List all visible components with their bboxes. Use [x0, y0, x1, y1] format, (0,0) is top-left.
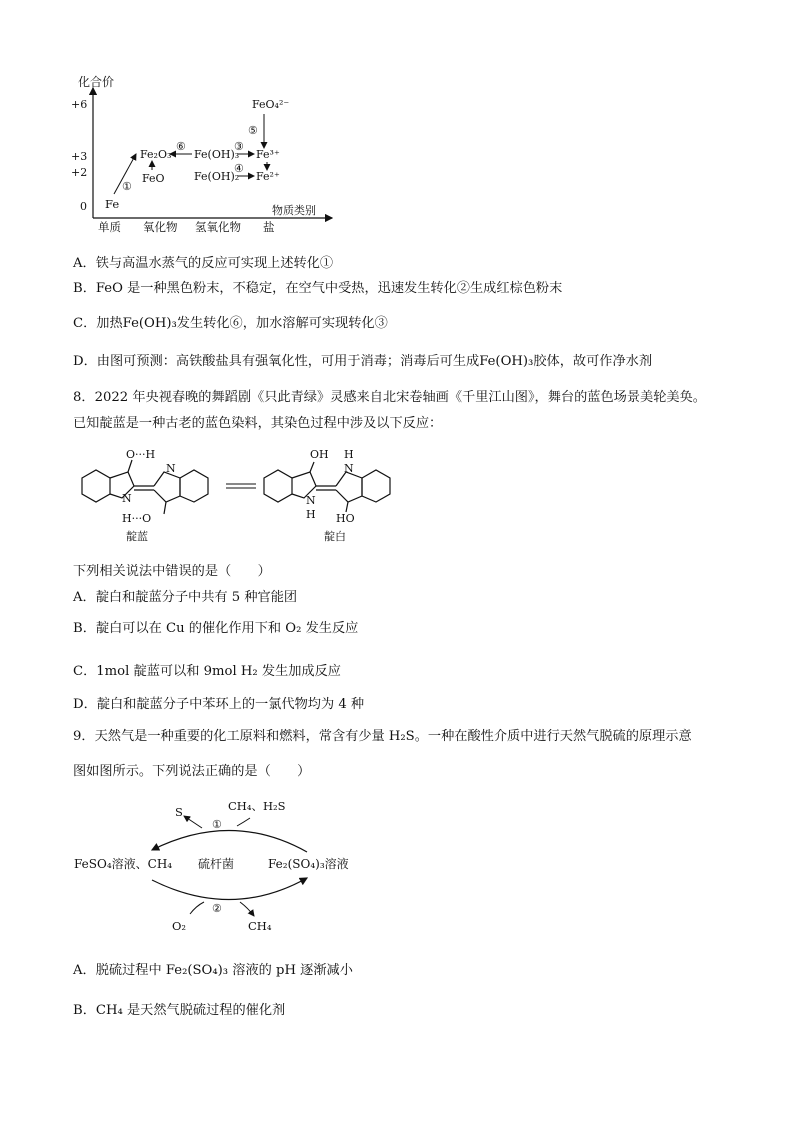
q7-option-c: C．加热Fe(OH)₃发生转化⑥，加水溶解可实现转化③: [73, 316, 388, 331]
species-fe2: Fe²⁺: [256, 170, 280, 183]
label-step4: ④: [234, 162, 244, 175]
leucoindigo-molecule: [264, 462, 390, 512]
q7-option-a: A．铁与高温水蒸气的反应可实现上述转化①: [73, 256, 334, 271]
species-feoh3: Fe(OH)₃: [194, 148, 240, 161]
label-step1: ①: [122, 180, 132, 193]
cycle-left: FeSO₄溶液、CH₄: [74, 857, 173, 871]
svg-text:H: H: [306, 508, 316, 521]
arc-step2: [152, 878, 307, 900]
q7-option-b: B．FeO 是一种黑色粉末，不稳定，在空气中受热，迅速发生转化②生成红棕色粉末: [73, 281, 563, 296]
cycle-center: 硫杆菌: [198, 857, 235, 871]
indigo-structures: [74, 440, 414, 545]
ytick-6: +6: [71, 98, 88, 111]
q9-stem-line1: 9．天然气是一种重要的化工原料和燃料，常含有少量 H₂S。一种在酸性介质中进行天然气脱硫的原理示意: [73, 729, 692, 744]
label-step5: ⑤: [248, 124, 258, 137]
desulfurization-cycle-diagram: [72, 790, 372, 940]
q9-option-b: B．CH₄ 是天然气脱硫过程的催化剂: [73, 1003, 286, 1018]
xcat-salt: 盐: [263, 220, 275, 234]
q8-stem-line2: 已知靛蓝是一种古老的蓝色染料，其染色过程中涉及以下反应：: [73, 416, 443, 431]
label-step6: ⑥: [176, 140, 186, 153]
species-feo4: FeO₄²⁻: [252, 98, 290, 111]
q8-option-d: D．靛白和靛蓝分子中苯环上的一氯代物均为 4 种: [73, 697, 365, 712]
y-axis-label: 化合价: [78, 75, 115, 89]
species-fe2o3: Fe₂O₃: [140, 148, 172, 161]
ytick-3: +3: [71, 150, 88, 163]
label-indigo: 靛蓝: [126, 530, 148, 543]
cycle-right: Fe₂(SO₄)₃溶液: [268, 857, 349, 871]
svg-text:HO: HO: [336, 512, 355, 525]
q9-option-a: A．脱硫过程中 Fe₂(SO₄)₃ 溶液的 pH 逐渐减小: [73, 963, 353, 978]
cycle-o2: O₂: [172, 919, 187, 933]
q8-question: 下列相关说法中错误的是（ ）: [73, 564, 271, 579]
x-axis-label: 物质类别: [272, 204, 316, 217]
svg-text:N: N: [306, 494, 316, 507]
q8-option-c: C．1mol 靛蓝可以和 9mol H₂ 发生加成反应: [73, 664, 341, 679]
arc-step1: [152, 830, 307, 852]
xcat-oxide: 氧化物: [143, 220, 178, 234]
cycle-top-in: CH₄、H₂S: [228, 799, 286, 813]
svg-text:N: N: [122, 492, 132, 505]
ytick-0: 0: [80, 200, 87, 213]
cycle-step1: ①: [212, 818, 222, 831]
q8-option-b: B．靛白可以在 Cu 的催化作用下和 O₂ 发生反应: [73, 621, 359, 636]
svg-text:OH: OH: [310, 448, 329, 461]
indigo-molecule: [82, 460, 208, 514]
svg-text:H···O: H···O: [122, 512, 152, 525]
q8-stem-line1: 8．2022 年央视春晚的舞蹈剧《只此青绿》灵感来自北宋卷轴画《千里江山图》，舞台的蓝色场景美轮美奂。: [73, 390, 706, 405]
svg-text:O···H: O···H: [126, 448, 156, 461]
svg-text:N: N: [166, 462, 176, 475]
q9-stem-line2: 图如图所示。下列说法正确的是（ ）: [73, 764, 311, 779]
label-step3: ③: [234, 140, 244, 153]
species-feo: FeO: [142, 172, 165, 185]
svg-text:N: N: [344, 462, 354, 475]
species-fe: Fe: [105, 197, 120, 211]
cycle-s: S: [175, 805, 183, 819]
xcat-hydroxide: 氢氧化物: [195, 220, 241, 234]
q8-option-a: A．靛白和靛蓝分子中共有 5 种官能团: [73, 590, 298, 605]
label-leucoindigo: 靛白: [324, 530, 346, 543]
xcat-element: 单质: [98, 220, 121, 234]
ytick-2: +2: [71, 166, 88, 179]
q7-option-d: D．由图可预测：高铁酸盐具有强氧化性，可用于消毒；消毒后可生成Fe(OH)₃胶体，故可作净水剂: [73, 354, 653, 369]
cycle-ch4: CH₄: [248, 919, 272, 933]
species-feoh2: Fe(OH)₂: [194, 170, 240, 183]
svg-text:H: H: [344, 448, 354, 461]
species-fe3: Fe³⁺: [256, 148, 280, 161]
iron-valence-diagram: [60, 68, 350, 238]
cycle-step2: ②: [212, 902, 222, 915]
